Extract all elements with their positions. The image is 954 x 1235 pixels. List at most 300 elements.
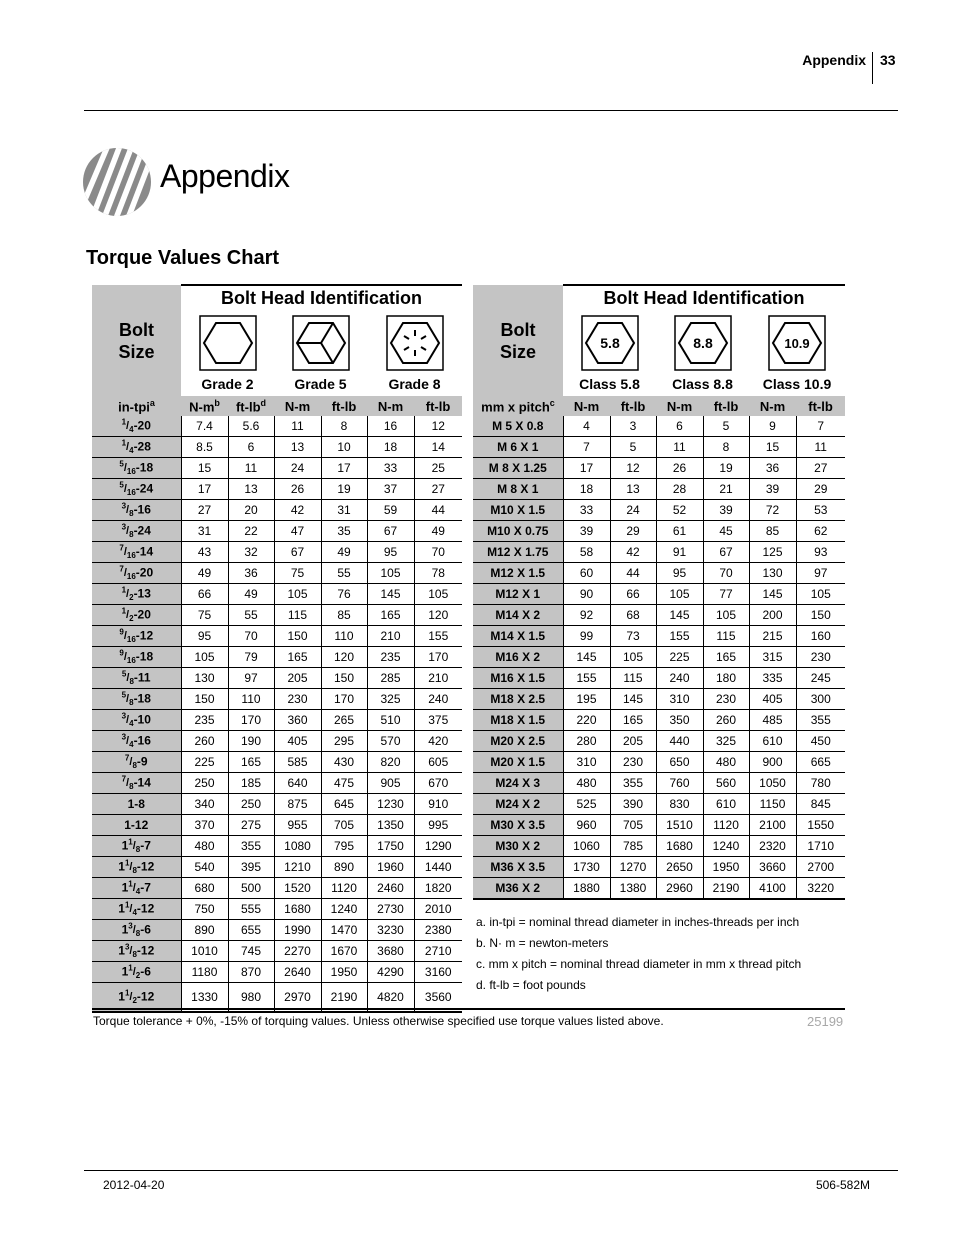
torque-value-cell: 9	[749, 416, 796, 437]
torque-value-cell: 73	[610, 626, 656, 647]
table-row	[473, 773, 845, 794]
bolt-size-cell: $^5/_{16}-18$	[92, 458, 181, 479]
torque-value-cell: 115	[274, 605, 321, 626]
table-row	[92, 416, 462, 437]
torque-value-cell: 485	[749, 710, 796, 731]
table-row	[473, 815, 845, 836]
torque-value-cell: 760	[656, 773, 703, 794]
table-row	[92, 668, 462, 689]
grade-5-label: Grade 5	[294, 375, 347, 392]
torque-value-cell: 13	[274, 437, 321, 458]
fraction: $^3/_8$	[128, 921, 141, 939]
torque-value-cell: 480	[181, 836, 228, 857]
torque-value-cell: 750	[181, 899, 228, 920]
torque-value-cell: 585	[274, 752, 321, 773]
torque-value-cell: 200	[749, 605, 796, 626]
torque-value-cell: 705	[610, 815, 656, 836]
bolt-size-cell: $1^1/_2-12$	[92, 983, 181, 1013]
table-row	[473, 752, 845, 773]
torque-value-cell: 430	[321, 752, 367, 773]
torque-value-cell: 275	[228, 815, 274, 836]
torque-value-cell: 210	[367, 626, 414, 647]
torque-value-cell: 155	[563, 668, 610, 689]
footnotes	[476, 912, 801, 996]
table-row	[92, 773, 462, 794]
fraction: $^7/_8$	[124, 753, 137, 771]
fraction: $^1/_2$	[121, 606, 134, 624]
unit-header: N-m	[563, 396, 610, 416]
table-row	[92, 962, 462, 983]
torque-value-cell: 14	[414, 437, 462, 458]
torque-value-cell: 480	[563, 773, 610, 794]
torque-value-cell: 67	[703, 542, 749, 563]
table-row	[92, 857, 462, 878]
fraction: $^1/_8$	[124, 858, 137, 876]
bolt-size-cell: M12 X 1.75	[473, 542, 563, 563]
unit-header: N-m	[656, 396, 703, 416]
bolt-size-cell: $^7/_{16}-14$	[92, 542, 181, 563]
torque-value-cell: 72	[749, 500, 796, 521]
torque-value-cell: 150	[181, 689, 228, 710]
footnote: c. mm x pitch = nominal thread diameter in mm x thread pitch	[476, 957, 802, 971]
torque-value-cell: 830	[656, 794, 703, 815]
torque-value-cell: 66	[610, 584, 656, 605]
metric-torque-table	[473, 284, 845, 900]
torque-value-cell: 26	[274, 479, 321, 500]
torque-value-cell: 1950	[703, 857, 749, 878]
unit-header: ft-lb	[610, 396, 656, 416]
bolt-size-cell: M16 X 2	[473, 647, 563, 668]
torque-value-cell: 45	[703, 521, 749, 542]
torque-value-cell: 68	[610, 605, 656, 626]
torque-value-cell: 150	[321, 668, 367, 689]
torque-value-cell: 110	[228, 689, 274, 710]
table-row	[473, 479, 845, 500]
table-row	[473, 710, 845, 731]
bolt-size-cell: $^1/_4-20$	[92, 416, 181, 437]
table-row	[473, 626, 845, 647]
torque-value-cell: 1060	[563, 836, 610, 857]
table-row	[473, 689, 845, 710]
torque-value-cell: 640	[274, 773, 321, 794]
torque-value-cell: 360	[274, 710, 321, 731]
bolt-size-cell: M14 X 2	[473, 605, 563, 626]
torque-value-cell: 1080	[274, 836, 321, 857]
torque-value-cell: 510	[367, 710, 414, 731]
table-row	[473, 836, 845, 857]
mm-pitch-header: mm x pitch$^c$	[473, 396, 563, 416]
table-row	[92, 500, 462, 521]
bolt-size-cell: M 5 X 0.8	[473, 416, 563, 437]
bolt-size-cell: M36 X 3.5	[473, 857, 563, 878]
torque-value-cell: 53	[796, 500, 845, 521]
grade-5-cell	[274, 310, 367, 396]
bolt-size-cell: M18 X 1.5	[473, 710, 563, 731]
torque-value-cell: 3230	[367, 920, 414, 941]
torque-value-cell: 105	[367, 563, 414, 584]
class-5-8-label: Class 5.8	[579, 375, 640, 392]
table-row	[473, 647, 845, 668]
table-row	[473, 668, 845, 689]
torque-value-cell: 90	[563, 584, 610, 605]
torque-value-cell: 160	[796, 626, 845, 647]
torque-value-cell: 19	[703, 458, 749, 479]
fraction: $^3/_8$	[121, 522, 134, 540]
torque-value-cell: 230	[703, 689, 749, 710]
torque-value-cell: 92	[563, 605, 610, 626]
bolt-size-cell: M20 X 1.5	[473, 752, 563, 773]
page-number: 33	[880, 52, 896, 68]
bolt-size-cell: $^3/_8-24$	[92, 521, 181, 542]
torque-value-cell: 5.6	[228, 416, 274, 437]
torque-value-cell: 11	[274, 416, 321, 437]
torque-value-cell: 190	[228, 731, 274, 752]
svg-text:8.8: 8.8	[692, 334, 713, 351]
torque-value-cell: 125	[749, 542, 796, 563]
class-5-8-cell	[563, 310, 656, 396]
torque-value-cell: 39	[749, 479, 796, 500]
running-header-section: Appendix	[802, 52, 866, 68]
torque-value-cell: 13	[228, 479, 274, 500]
torque-value-cell: 70	[414, 542, 462, 563]
torque-value-cell: 2270	[274, 941, 321, 962]
torque-value-cell: 26	[656, 458, 703, 479]
torque-value-cell: 1820	[414, 878, 462, 899]
fraction: $^5/_8$	[121, 669, 134, 687]
table-row	[473, 878, 845, 900]
torque-value-cell: 150	[274, 626, 321, 647]
torque-value-cell: 1210	[274, 857, 321, 878]
torque-value-cell: 7.4	[181, 416, 228, 437]
torque-value-cell: 105	[703, 605, 749, 626]
figure-number: 25199	[807, 1014, 844, 1029]
torque-value-cell: 875	[274, 794, 321, 815]
torque-value-cell: 1550	[796, 815, 845, 836]
bolt-size-cell: M16 X 1.5	[473, 668, 563, 689]
table-row	[473, 437, 845, 458]
torque-value-cell: 85	[321, 605, 367, 626]
torque-value-cell: 500	[228, 878, 274, 899]
bolt-size-cell: $^1/_4-28$	[92, 437, 181, 458]
torque-value-cell: 49	[228, 584, 274, 605]
bolt-size-cell: $1^1/_4-12$	[92, 899, 181, 920]
unit-header: ft-lb	[796, 396, 845, 416]
grade-8-cell	[367, 310, 462, 396]
bolt-size-cell: $^7/_{16}-20$	[92, 563, 181, 584]
torque-value-cell: 1990	[274, 920, 321, 941]
table-row	[473, 857, 845, 878]
torque-value-cell: 120	[321, 647, 367, 668]
bolt-size-cell: $^3/_4-10$	[92, 710, 181, 731]
table-row	[92, 731, 462, 752]
fraction: $^1/_4$	[128, 879, 141, 897]
torque-value-cell: 1960	[367, 857, 414, 878]
torque-value-cell: 12	[414, 416, 462, 437]
torque-value-cell: 76	[321, 584, 367, 605]
torque-value-cell: 295	[321, 731, 367, 752]
torque-value-cell: 4290	[367, 962, 414, 983]
torque-value-cell: 1520	[274, 878, 321, 899]
table-row	[92, 437, 462, 458]
table-row	[92, 752, 462, 773]
table-row	[92, 920, 462, 941]
table-row	[92, 941, 462, 962]
class-10-9-label: Class 10.9	[762, 375, 832, 392]
torque-value-cell: 610	[749, 731, 796, 752]
torque-value-cell: 27	[181, 500, 228, 521]
footnote: a. in-tpi = nominal thread diameter in inches-threads per inch	[476, 915, 800, 929]
torque-value-cell: 2970	[274, 983, 321, 1013]
torque-value-cell: 2010	[414, 899, 462, 920]
torque-value-cell: 3160	[414, 962, 462, 983]
unit-header: ft-lb	[414, 396, 462, 416]
torque-value-cell: 105	[610, 647, 656, 668]
torque-value-cell: 1230	[367, 794, 414, 815]
torque-value-cell: 1120	[703, 815, 749, 836]
torque-value-cell: 170	[321, 689, 367, 710]
fraction: $^1/_2$	[128, 963, 141, 981]
class-8-8-label: Class 8.8	[672, 375, 733, 392]
torque-value-cell: 77	[703, 584, 749, 605]
torque-value-cell: 240	[414, 689, 462, 710]
fraction: $^1/_4$	[121, 417, 134, 435]
torque-value-cell: 11	[228, 458, 274, 479]
torque-value-cell: 2100	[749, 815, 796, 836]
torque-value-cell: 67	[274, 542, 321, 563]
torque-value-cell: 105	[274, 584, 321, 605]
torque-value-cell: 220	[563, 710, 610, 731]
table-row	[92, 899, 462, 920]
torque-value-cell: 145	[563, 647, 610, 668]
torque-value-cell: 70	[228, 626, 274, 647]
torque-value-cell: 22	[228, 521, 274, 542]
torque-value-cell: 3560	[414, 983, 462, 1013]
torque-value-cell: 32	[228, 542, 274, 563]
torque-value-cell: 1670	[321, 941, 367, 962]
fraction: $^1/_2$	[121, 585, 134, 603]
torque-value-cell: 27	[796, 458, 845, 479]
torque-value-cell: 230	[274, 689, 321, 710]
torque-value-cell: 2700	[796, 857, 845, 878]
torque-value-cell: 47	[274, 521, 321, 542]
torque-value-cell: 8.5	[181, 437, 228, 458]
torque-value-cell: 59	[367, 500, 414, 521]
bolt-size-cell: $1^3/_8-12$	[92, 941, 181, 962]
bolt-size-cell: $^9/_{16}-18$	[92, 647, 181, 668]
torque-value-cell: 145	[749, 584, 796, 605]
torque-value-cell: 24	[610, 500, 656, 521]
torque-value-cell: 2380	[414, 920, 462, 941]
torque-value-cell: 36	[228, 563, 274, 584]
torque-value-cell: 785	[610, 836, 656, 857]
unit-header: ft-lb	[703, 396, 749, 416]
torque-value-cell: 310	[563, 752, 610, 773]
torque-value-cell: 260	[181, 731, 228, 752]
torque-value-cell: 12	[610, 458, 656, 479]
torque-value-cell: 845	[796, 794, 845, 815]
torque-value-cell: 42	[610, 542, 656, 563]
bolt-size-cell: M24 X 2	[473, 794, 563, 815]
torque-value-cell: 33	[367, 458, 414, 479]
torque-value-cell: 240	[656, 668, 703, 689]
chart-title: Torque Values Chart	[86, 247, 280, 269]
torque-value-cell: 795	[321, 836, 367, 857]
torque-value-cell: 650	[656, 752, 703, 773]
torque-value-cell: 58	[563, 542, 610, 563]
table-row	[473, 521, 845, 542]
table-bottom-rule	[92, 1008, 845, 1010]
torque-value-cell: 285	[367, 668, 414, 689]
torque-value-cell: 1270	[610, 857, 656, 878]
torque-value-cell: 75	[274, 563, 321, 584]
torque-value-cell: 680	[181, 878, 228, 899]
torque-value-cell: 890	[321, 857, 367, 878]
fraction: $^1/_4$	[124, 900, 137, 918]
torque-value-cell: 440	[656, 731, 703, 752]
class-8-8-head-icon	[674, 315, 732, 371]
class-5-8-head-icon	[581, 315, 639, 371]
bolt-size-cell: $1^1/_8-7$	[92, 836, 181, 857]
torque-value-cell: 60	[563, 563, 610, 584]
torque-value-cell: 36	[749, 458, 796, 479]
torque-value-cell: 31	[181, 521, 228, 542]
appendix-logo	[82, 147, 152, 217]
torque-value-cell: 165	[367, 605, 414, 626]
torque-value-cell: 17	[181, 479, 228, 500]
torque-value-cell: 890	[181, 920, 228, 941]
table-row	[92, 878, 462, 899]
footer-rule	[84, 1170, 898, 1171]
fraction: $^5/_{16}$	[119, 480, 136, 498]
torque-value-cell: 555	[228, 899, 274, 920]
torque-value-cell: 2190	[321, 983, 367, 1013]
grade-2-head-icon	[199, 315, 257, 371]
torque-value-cell: 15	[181, 458, 228, 479]
torque-value-cell: 1950	[321, 962, 367, 983]
torque-value-cell: 145	[656, 605, 703, 626]
torque-value-cell: 280	[563, 731, 610, 752]
header-divider	[872, 52, 873, 84]
table-row	[92, 794, 462, 815]
table-row	[92, 563, 462, 584]
table-row	[92, 458, 462, 479]
torque-value-cell: 745	[228, 941, 274, 962]
torque-value-cell: 1120	[321, 878, 367, 899]
bolt-size-cell: M12 X 1.5	[473, 563, 563, 584]
svg-text:5.8: 5.8	[599, 334, 620, 351]
footnote: d. ft-lb = foot pounds	[476, 978, 586, 992]
torque-value-cell: 28	[656, 479, 703, 500]
torque-value-cell: 31	[321, 500, 367, 521]
bolt-size-cell: M10 X 1.5	[473, 500, 563, 521]
class-8-8-cell	[656, 310, 749, 396]
torque-value-cell: 44	[610, 563, 656, 584]
torque-value-cell: 155	[414, 626, 462, 647]
grade-5-head-icon	[292, 315, 350, 371]
torque-value-cell: 870	[228, 962, 274, 983]
torque-value-cell: 120	[414, 605, 462, 626]
torque-value-cell: 10	[321, 437, 367, 458]
torque-value-cell: 67	[367, 521, 414, 542]
unit-header: $N-m^b$	[181, 396, 228, 416]
torque-value-cell: 93	[796, 542, 845, 563]
torque-value-cell: 85	[749, 521, 796, 542]
torque-value-cell: 955	[274, 815, 321, 836]
torque-value-cell: 165	[228, 752, 274, 773]
torque-value-cell: 230	[610, 752, 656, 773]
torque-value-cell: 450	[796, 731, 845, 752]
torque-value-cell: 235	[181, 710, 228, 731]
torque-value-cell: 405	[749, 689, 796, 710]
bolt-head-id-header: Bolt Head Identification	[563, 285, 845, 310]
torque-value-cell: 540	[181, 857, 228, 878]
grade-2-label: Grade 2	[201, 375, 254, 392]
torque-value-cell: 105	[414, 584, 462, 605]
torque-value-cell: 2730	[367, 899, 414, 920]
torque-value-cell: 6	[228, 437, 274, 458]
bolt-size-cell: $^1/_2-20$	[92, 605, 181, 626]
bolt-size-cell: $^3/_8-16$	[92, 500, 181, 521]
footnote: b. N· m = newton-meters	[476, 936, 609, 950]
bolt-size-cell: 1-12	[92, 815, 181, 836]
torque-value-cell: 61	[656, 521, 703, 542]
torque-value-cell: 110	[321, 626, 367, 647]
torque-value-cell: 905	[367, 773, 414, 794]
torque-value-cell: 97	[228, 668, 274, 689]
torque-value-cell: 2460	[367, 878, 414, 899]
torque-value-cell: 205	[274, 668, 321, 689]
torque-value-cell: 1470	[321, 920, 367, 941]
bolt-size-cell: $1^3/_8-6$	[92, 920, 181, 941]
grade-8-label: Grade 8	[388, 375, 441, 392]
torque-value-cell: 610	[703, 794, 749, 815]
unit-header: N-m	[749, 396, 796, 416]
torque-value-cell: 97	[796, 563, 845, 584]
torque-value-cell: 910	[414, 794, 462, 815]
torque-value-cell: 2190	[703, 878, 749, 900]
torque-value-cell: 62	[796, 521, 845, 542]
torque-value-cell: 165	[703, 647, 749, 668]
bolt-size-cell: M30 X 2	[473, 836, 563, 857]
torque-value-cell: 645	[321, 794, 367, 815]
torque-value-cell: 95	[181, 626, 228, 647]
torque-value-cell: 705	[321, 815, 367, 836]
torque-value-cell: 355	[796, 710, 845, 731]
torque-value-cell: 225	[181, 752, 228, 773]
torque-value-cell: 1510	[656, 815, 703, 836]
table-row	[473, 794, 845, 815]
torque-value-cell: 390	[610, 794, 656, 815]
table-row	[473, 458, 845, 479]
torque-value-cell: 20	[228, 500, 274, 521]
torque-value-cell: 29	[796, 479, 845, 500]
torque-value-cell: 335	[749, 668, 796, 689]
torque-value-cell: 5	[703, 416, 749, 437]
header-rule	[84, 110, 898, 111]
torque-value-cell: 900	[749, 752, 796, 773]
unit-header: $ft-lb^d$	[228, 396, 274, 416]
torque-value-cell: 18	[563, 479, 610, 500]
torque-value-cell: 17	[563, 458, 610, 479]
torque-value-cell: 49	[181, 563, 228, 584]
table-row	[92, 647, 462, 668]
torque-value-cell: 250	[228, 794, 274, 815]
torque-value-cell: 355	[610, 773, 656, 794]
torque-value-cell: 3660	[749, 857, 796, 878]
footer-doc-number: 506-582M	[815, 1178, 870, 1192]
torque-value-cell: 1240	[703, 836, 749, 857]
torque-value-cell: 70	[703, 563, 749, 584]
